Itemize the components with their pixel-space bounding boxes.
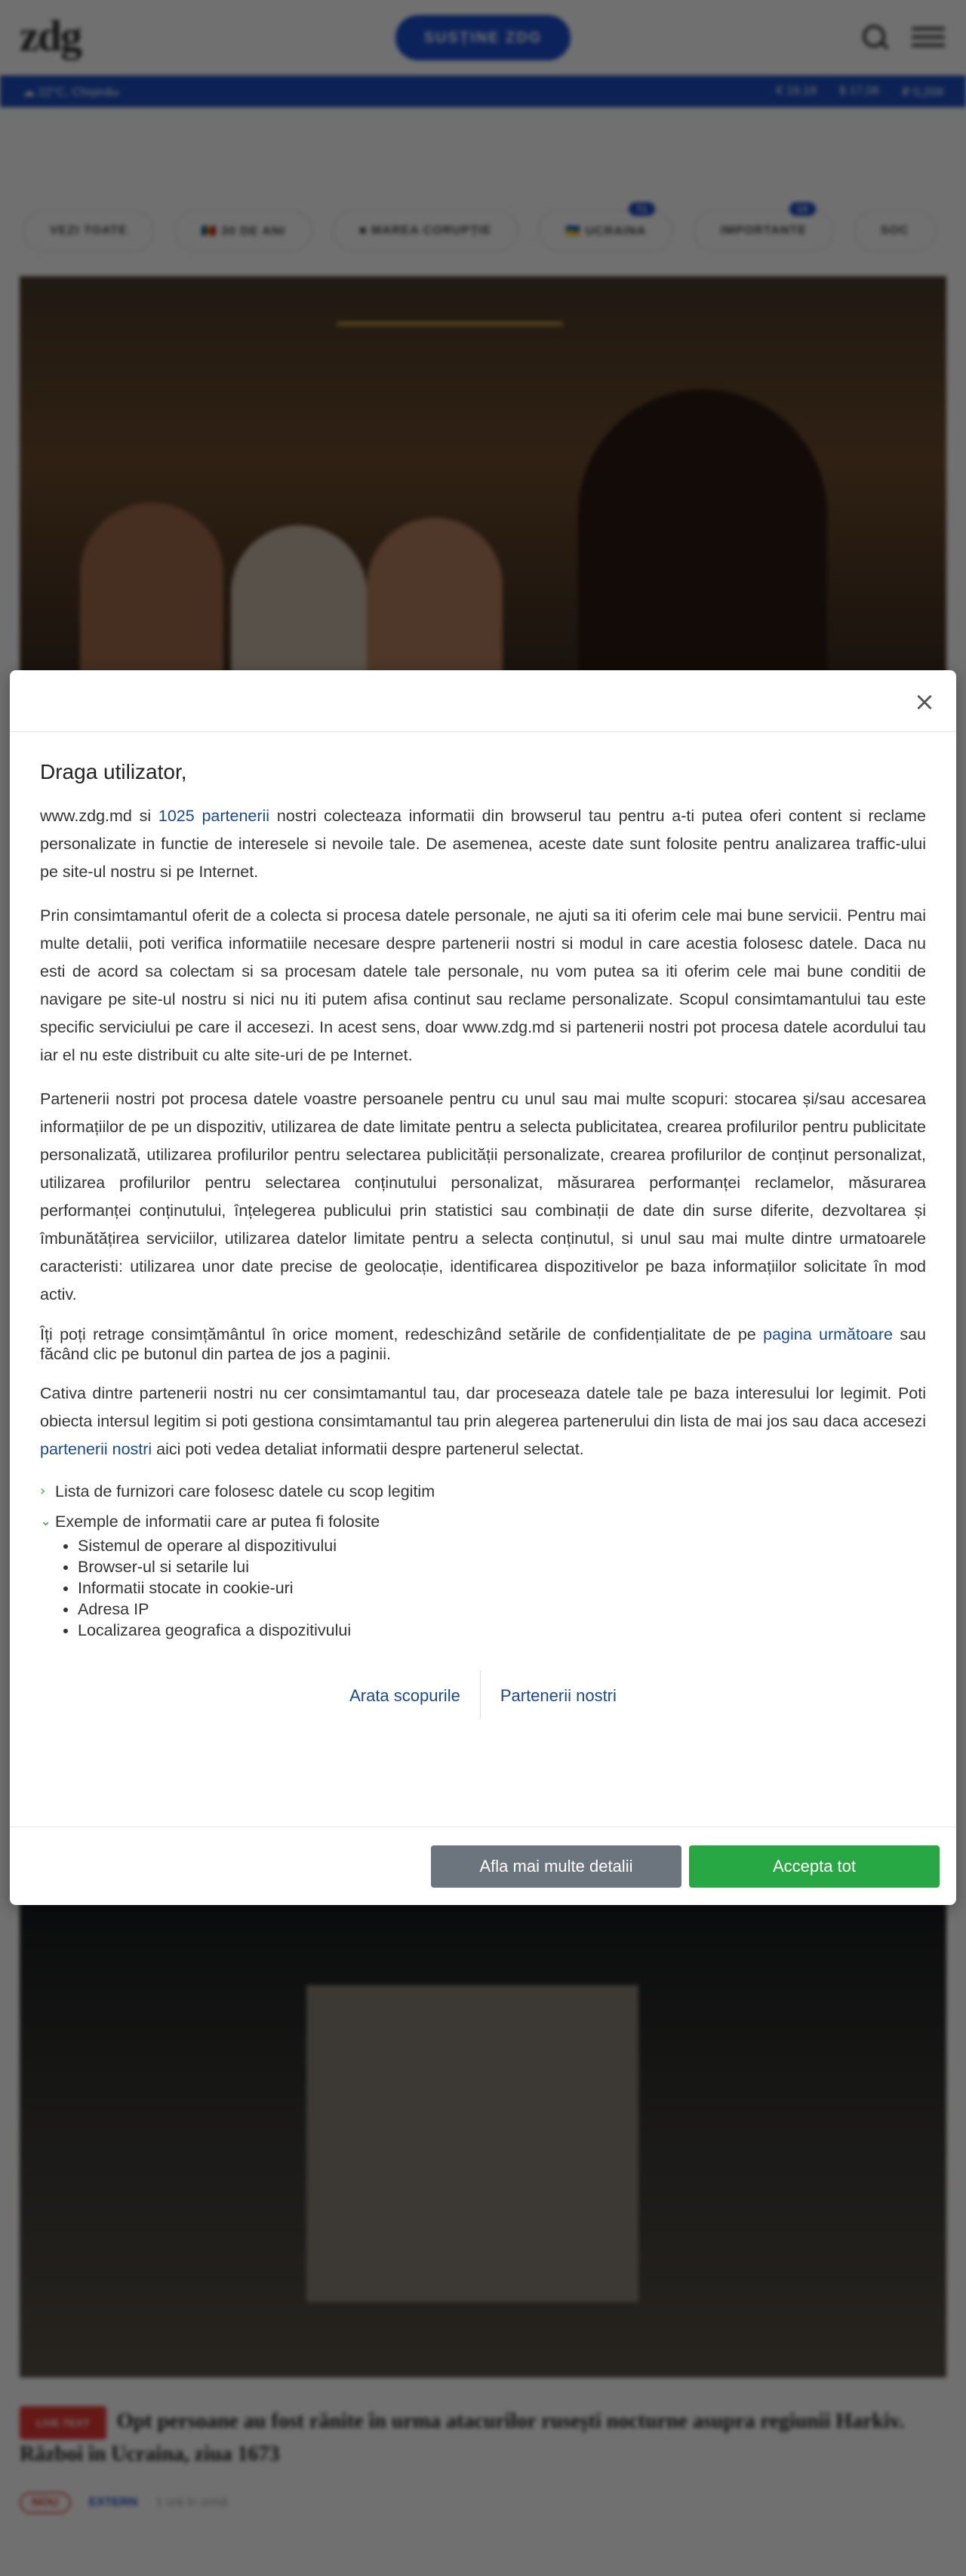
examples-toggle-label: Exemple de informatii care ar putea fi folosite <box>55 1513 380 1531</box>
list-item: • Informatii stocate in cookie-uri <box>78 1577 926 1599</box>
chevron-down-icon: ⌄ <box>40 1513 52 1529</box>
consent-paragraph-3: Partenerii nostri pot procesa datele voastre persoanele pentru cu unul sau mai multe scopuri: stocarea și/sau accesarea informațiilor de pe un dispozitiv, utilizarea de date limitate pentru a selecta publicitatea, crearea profilurilor pentru publicitate personalizată, utilizarea profilurilor pentru selectarea publicității personalizate, crearea profilurilor de conținut personalizat, utilizarea profilurilor pentru selectarea conținutului personalizat, măsurarea performanței reclamelor, măsurarea performanței conținutului, înțelegerea publicului prin statistici sau combinații de date din surse diferite, dezvoltarea și îmbunătățirea serviciilor, utilizarea datelor limitate pentru a selecta conținutul, si unul sau mai multe dintre urmatoarele caracteristi: utilizarea unor date precise de geolocație, identificarea dispozitivelor pe baza informațiilor solicitate în mod activ. <box>40 1090 926 1303</box>
vendors-toggle[interactable] <box>40 1479 926 1503</box>
chevron-right-icon: › <box>40 1483 46 1499</box>
dialog-heading: Draga utilizator, <box>40 760 187 783</box>
show-purposes-link[interactable]: Arata scopurile <box>349 1685 460 1705</box>
consent-paragraph-5: Cativa dintre partenerii nostri nu cer consimtamantul tau, dar proceseaza datele tale pe baza interesului lor legimit. Poti obiecta intersul legitim si poti gestiona consimtamantul tau prin alegerea partenerului din lista de mai jos sau daca accesezi partenerii nostri aici poti vedea detaliat informatii despre partenerul selectat. <box>40 1384 926 1458</box>
vendors-toggle-label: Lista de furnizori care folosesc datele cu scop legitim <box>55 1482 435 1500</box>
dialog-body <box>10 732 956 1719</box>
consent-dialog <box>10 670 956 1905</box>
accept-all-button[interactable]: Accepta tot <box>689 1845 940 1888</box>
our-partners-link[interactable]: Partenerii nostri <box>500 1685 617 1705</box>
list-item: • Localizarea geografica a dispozitivului <box>78 1620 926 1641</box>
consent-paragraph-2: Prin consimtamantul oferit de a colecta si procesa datele personale, ne ajuti sa iti oferim cele mai bune servicii. Pentru mai multe detalii, poti verifica informatiile necesare despre partenerii nostri si modul in care acestia folosesc datele. Daca nu esti de acord sa colectam si sa procesam datele tale personale, nu vom putea sa iti oferim cele mai bune conditii de navigare pe site-ul nostru si nici nu iti putem afisa continut sau reclame personalizate. Scopul consimtamantului tau este specific serviciului pe care il accesezi. In acest sens, doar www.zdg.md si partenerii nostri pot procesa datele acordului tau iar el nu este distribuit cu alte site-uri de pe Internet. <box>40 906 926 1064</box>
dialog-header <box>10 670 956 732</box>
next-page-link[interactable]: pagina următoare <box>763 1325 893 1343</box>
examples-list <box>40 1535 926 1641</box>
our-partners-inline-link[interactable]: partenerii nostri <box>40 1440 152 1458</box>
more-details-button[interactable]: Afla mai multe detalii <box>431 1845 681 1888</box>
list-item: • Adresa IP <box>78 1599 926 1620</box>
list-item: • Sistemul de operare al dispozitivului <box>78 1535 926 1556</box>
consent-paragraph-4: Îți poți retrage consimțământul în orice moment, redeschizând setările de confidențialitate de pe pagina următoare sau făcând clic pe butonul din partea de jos a paginii. <box>40 1325 926 1363</box>
dialog-links <box>40 1671 926 1719</box>
close-icon[interactable]: × <box>913 687 936 717</box>
list-item: • Browser-ul si setarile lui <box>78 1556 926 1577</box>
examples-toggle[interactable] <box>40 1510 926 1534</box>
partners-count-link[interactable]: 1025 partenerii <box>158 807 270 825</box>
dialog-footer <box>10 1827 956 1905</box>
consent-paragraph-1: www.zdg.md si 1025 partenerii nostri colecteaza informatii din browserul tau pentru a-ti putea oferi content si reclame personalizate in functie de interesele si nevoile tale. De asemenea, aceste date sunt folosite pentru analizarea traffic-ului pe site-ul nostru si pe Internet. <box>40 807 926 881</box>
